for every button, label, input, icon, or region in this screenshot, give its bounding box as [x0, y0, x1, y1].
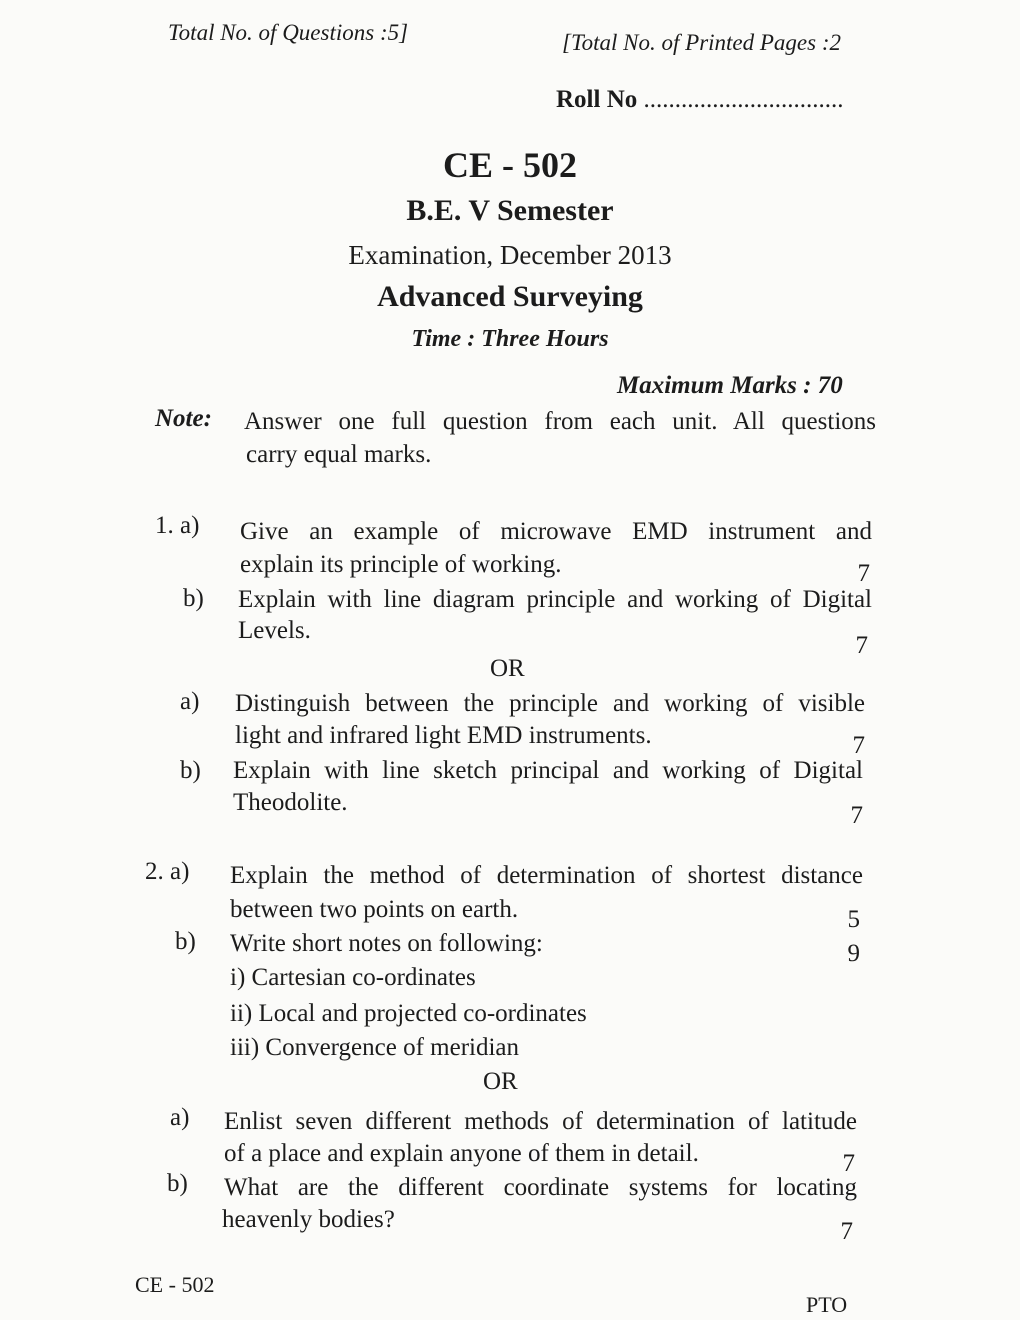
q1a-marks: 7	[857, 560, 870, 587]
q2-alt-b-line-2: heavenly bodies?	[222, 1206, 395, 1233]
time-allowed: Time : Three Hours	[411, 326, 609, 352]
q2a-line-1: Explain the method of determination of shortest distance	[230, 862, 863, 889]
total-questions: Total No. of Questions :5]	[168, 20, 409, 45]
q1-alt-a-marks: 7	[852, 732, 865, 759]
q1-alt-a-line-1: Distinguish between the principle and working of visible	[235, 690, 865, 717]
q1-number: 1. a)	[155, 512, 200, 539]
q2a-line-2: between two points on earth.	[230, 896, 519, 923]
footer-code: CE - 502	[135, 1272, 215, 1297]
q2b-line-1: Write short notes on following:	[230, 930, 543, 957]
q1b-line-1: Explain with line diagram principle and working of Digital	[238, 586, 872, 613]
q1a-line-1: Give an example of microwave EMD instrument and	[240, 518, 872, 545]
q1-alt-a-line-2: light and infrared light EMD instruments.	[235, 722, 652, 749]
q1b-line-2: Levels.	[238, 617, 311, 644]
note-label: Note:	[155, 405, 212, 432]
q1b-marks: 7	[855, 632, 868, 659]
roll-no-label: Roll No	[556, 86, 638, 113]
exam-session: Examination, December 2013	[348, 240, 672, 270]
q2-alt-b-line-1: What are the different coordinate systems for locating	[224, 1174, 857, 1201]
total-pages: [Total No. of Printed Pages :2	[562, 30, 841, 55]
q2-alt-b-marks: 7	[840, 1218, 853, 1245]
q1a-line-2: explain its principle of working.	[240, 551, 562, 578]
q2-alt-a-line-1: Enlist seven different methods of determination of latitude	[224, 1108, 857, 1135]
q2-or: OR	[483, 1068, 518, 1095]
q2-alt-b-label: b)	[167, 1170, 188, 1197]
q1-or: OR	[490, 655, 525, 682]
subject-title: Advanced Surveying	[377, 280, 643, 313]
q2b-marks: 9	[847, 940, 860, 967]
paper-code: CE - 502	[443, 145, 577, 185]
q2-alt-a-marks: 7	[842, 1150, 855, 1177]
q1-alt-b-marks: 7	[850, 802, 863, 829]
footer-pto: PTO	[806, 1292, 848, 1317]
q1-alt-b-line-2: Theodolite.	[233, 789, 348, 816]
q2-number: 2. a)	[145, 858, 190, 885]
q2-alt-a-line-2: of a place and explain anyone of them in detail.	[224, 1140, 699, 1167]
q2b-item-i: i) Cartesian co-ordinates	[230, 964, 476, 991]
q2b-item-ii: ii) Local and projected co-ordinates	[230, 1000, 587, 1027]
q2a-marks: 5	[847, 906, 860, 933]
q1b-label: b)	[183, 585, 204, 612]
roll-no-dots: ................................	[643, 86, 844, 113]
note-line-1: Answer one full question from each unit. All questions	[244, 408, 876, 435]
q1-alt-a-label: a)	[180, 688, 200, 715]
q2-alt-a-label: a)	[170, 1104, 190, 1131]
q1-alt-b-label: b)	[180, 757, 201, 784]
roll-no	[556, 86, 844, 114]
q1-alt-b-line-1: Explain with line sketch principal and working of Digital	[233, 757, 863, 784]
max-marks: Maximum Marks : 70	[617, 372, 843, 399]
q2b-label: b)	[175, 928, 196, 955]
note-line-2: carry equal marks.	[246, 441, 432, 468]
program-title: B.E. V Semester	[406, 194, 614, 227]
q2b-item-iii: iii) Convergence of meridian	[230, 1034, 520, 1061]
